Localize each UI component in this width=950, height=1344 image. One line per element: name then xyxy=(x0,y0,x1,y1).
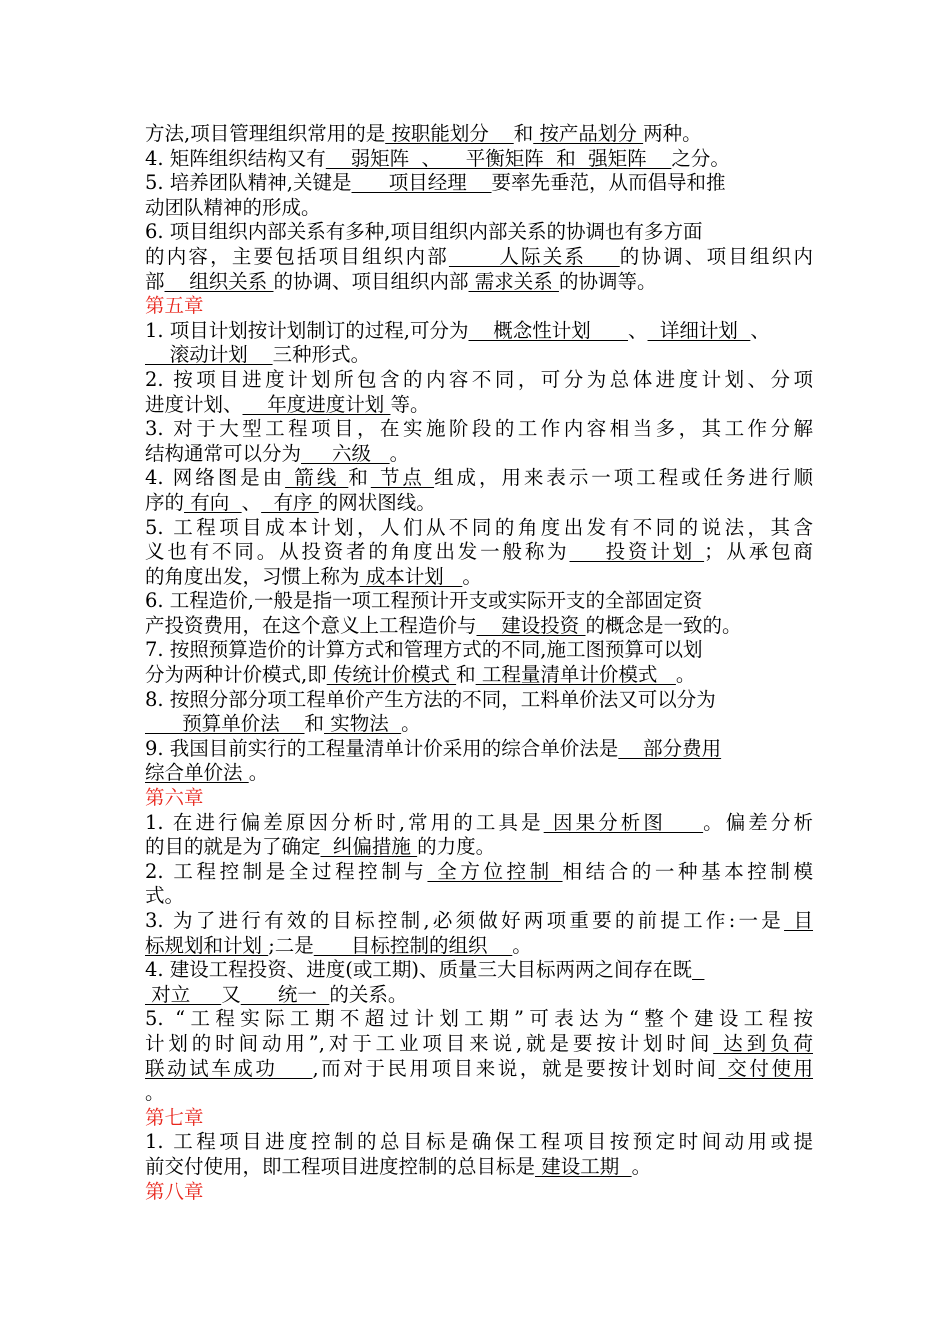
answer-blank: 目 xyxy=(784,909,814,932)
text-segment: 的概念是一致的。 xyxy=(585,613,742,637)
text-segment: 1. 工程项目进度控制的总目标是确保工程项目按预定时间动用或提 xyxy=(145,1130,813,1154)
text-segment: 、 xyxy=(241,490,262,514)
text-segment: 3. 对于大型工程项目，在实施阶段的工作内容相当多，其工作分解 xyxy=(145,417,813,441)
answer-blank: 概念性计划 xyxy=(468,318,629,342)
text-segment: 等。 xyxy=(390,392,430,416)
text-line xyxy=(145,147,813,172)
text-segment: 8. 按照分部分项工程单价产生方法的不同，工料单价法又可以分为 xyxy=(145,687,716,711)
text-segment: 部 xyxy=(145,269,165,293)
text-line xyxy=(145,934,813,959)
text-segment: 序的 xyxy=(145,490,185,514)
text-line xyxy=(145,442,813,467)
text-segment: 7. 按照预算造价的计算方式和管理方式的不同,施工图预算可以划 xyxy=(145,638,703,662)
text-line xyxy=(145,884,813,909)
answer-blank: 目标控制的组织 xyxy=(313,933,513,957)
text-segment: 三种形式。 xyxy=(272,343,371,367)
answer-blank: 工程量清单计价模式 xyxy=(475,663,676,687)
text-segment: 1. 项目计划按计划制订的过程,可分为 xyxy=(145,318,469,342)
text-segment: 相结合的一种基本控制模 xyxy=(562,859,813,883)
text-segment: 之分。 xyxy=(671,146,730,170)
text-segment: 要率先垂范，从而倡导和推 xyxy=(491,171,726,195)
text-segment: 组成，用来表示一项工程或任务进行顺 xyxy=(434,466,813,490)
text-line xyxy=(145,909,813,934)
answer-blank: 交付使用 xyxy=(718,1056,814,1080)
answer-blank: 综合单价法 xyxy=(145,761,249,785)
text-line xyxy=(145,614,813,639)
answer-blank: 弱矩阵 、 平衡矩阵 和 强矩阵 xyxy=(325,146,672,170)
text-line xyxy=(145,220,813,245)
text-segment: 的目的就是为了确定 xyxy=(145,835,321,859)
chapter-title: 第六章 xyxy=(145,786,204,810)
answer-blank: 年度进度计划 xyxy=(242,392,391,416)
answer-blank: 有向 xyxy=(184,490,242,514)
answer-blank: 按职能划分 xyxy=(385,122,514,145)
text-segment: 5. 工程项目成本计划，人们从不同的角度出发有不同的说法，其含 xyxy=(145,515,813,539)
text-segment: 的协调、项目组织内 xyxy=(619,244,813,268)
text-segment: 4. 矩阵组织结构又有 xyxy=(145,146,326,170)
text-segment: 结构通常可以分为 xyxy=(145,441,302,465)
text-segment: 3. 为了进行有效的目标控制,必须做好两项重要的前提工作:一是 xyxy=(145,909,785,932)
text-segment: 。偏差分析 xyxy=(703,810,813,834)
answer-blank: 项目经理 xyxy=(351,171,492,195)
text-segment: 2. 按项目进度计划所包含的内容不同，可分为总体进度计划、分项 xyxy=(145,367,813,391)
text-segment: 。 xyxy=(462,564,482,588)
text-line xyxy=(145,1057,813,1082)
answer-blank: 详细计划 xyxy=(647,318,751,342)
text-segment: 。 xyxy=(631,1154,652,1178)
text-line xyxy=(145,491,813,516)
text-segment: ;二是 xyxy=(268,933,314,957)
text-segment: 动团队精神的形成。 xyxy=(145,195,321,219)
text-segment: 两种。 xyxy=(643,122,702,145)
text-line xyxy=(145,1007,813,1032)
text-line xyxy=(145,663,813,688)
text-segment: 的力度。 xyxy=(417,835,496,859)
answer-blank: 全方位控制 xyxy=(427,859,563,883)
answer-blank: 有序 xyxy=(261,490,319,514)
answer-blank: 需求关系 xyxy=(468,269,559,293)
text-line xyxy=(145,1130,813,1155)
text-line xyxy=(145,565,813,590)
text-line xyxy=(145,1081,813,1106)
text-line xyxy=(145,122,813,147)
text-line xyxy=(145,958,813,983)
text-line xyxy=(145,417,813,442)
text-segment: 、 xyxy=(750,318,770,342)
chapter-heading xyxy=(145,294,813,319)
text-segment: 方法,项目管理组织常用的是 xyxy=(145,122,386,145)
answer-blank: 节点 xyxy=(370,466,435,490)
text-segment: 4. 网络图是由 xyxy=(145,466,286,490)
text-segment: 。 xyxy=(675,663,696,687)
text-line xyxy=(145,589,813,614)
text-segment: 和 xyxy=(456,663,476,687)
answer-blank: 部分费用 xyxy=(618,736,722,760)
text-segment: 。 xyxy=(145,1081,165,1105)
text-line xyxy=(145,196,813,221)
answer-blank: 统一 xyxy=(240,982,330,1006)
chapter-title: 第七章 xyxy=(145,1105,204,1129)
answer-blank: 投资计划 xyxy=(569,540,705,564)
text-line xyxy=(145,1032,813,1057)
text-line xyxy=(145,688,813,713)
text-segment: 的网状图线。 xyxy=(318,490,436,514)
text-segment: 式。 xyxy=(145,884,185,908)
answer-blank: 建设投资 xyxy=(476,613,586,637)
answer-blank: 标规划和计划 xyxy=(145,933,269,957)
answer-blank: 实物法 xyxy=(324,712,402,736)
text-line xyxy=(145,245,813,270)
chapter-title: 第八章 xyxy=(145,1179,204,1203)
answer-blank: 成本计划 xyxy=(359,564,463,588)
text-segment: 9. 我国目前实行的工程量清单计价采用的综合单价法是 xyxy=(145,736,619,760)
chapter-title: 第五章 xyxy=(145,294,204,318)
answer-blank: 传统计价模式 xyxy=(326,663,457,687)
answer-blank: 人际关系 xyxy=(448,244,620,268)
text-segment: 分为两种计价模式,即 xyxy=(145,663,327,687)
text-segment: 的协调、项目组织内部 xyxy=(273,269,469,293)
text-line xyxy=(145,638,813,663)
chapter-heading xyxy=(145,786,813,811)
text-line xyxy=(145,1155,813,1180)
text-line xyxy=(145,319,813,344)
answer-blank: 对立 xyxy=(145,982,222,1006)
text-segment: 4. 建设工程投资、进度(或工期)、质量三大目标两两之间存在既 xyxy=(145,958,693,982)
text-segment: 的关系。 xyxy=(329,982,408,1006)
text-segment: ,而对于民用项目来说，就是要按计划时间 xyxy=(312,1056,719,1080)
answer-blank: 预算单价法 xyxy=(145,712,305,736)
answer-blank: 按产品划分 xyxy=(533,122,644,145)
text-segment: 5. “工程实际工期不超过计划工期”可表达为“整个建设工程按 xyxy=(145,1007,813,1031)
answer-blank: 箭线 xyxy=(285,466,349,490)
text-segment: 产投资费用，在这个意义上工程造价与 xyxy=(145,613,477,637)
answer-blank: 建设工期 xyxy=(535,1154,632,1178)
text-segment: 。 xyxy=(401,712,421,736)
text-segment: 2. 工程控制是全过程控制与 xyxy=(145,859,428,883)
text-segment: 。 xyxy=(248,761,269,785)
text-segment: 6. 工程造价,一般是指一项工程预计开支或实际开支的全部固定资 xyxy=(145,589,703,613)
text-line xyxy=(145,983,813,1008)
text-segment: 和 xyxy=(304,712,325,736)
text-line xyxy=(145,811,813,836)
text-line xyxy=(145,343,813,368)
text-line xyxy=(145,712,813,737)
text-line xyxy=(145,737,813,762)
text-segment: 、 xyxy=(628,318,648,342)
text-line xyxy=(145,835,813,860)
answer-blank: 纠偏措施 xyxy=(320,835,418,859)
text-segment: ；从承包商 xyxy=(704,540,813,564)
answer-blank: 因果分析图 xyxy=(543,810,704,834)
text-segment: 和 xyxy=(348,466,371,490)
text-line xyxy=(145,540,813,565)
answer-blank: 组织关系 xyxy=(164,269,274,293)
chapter-heading xyxy=(145,1180,813,1205)
text-segment: 和 xyxy=(513,122,534,145)
text-segment: 又 xyxy=(221,982,241,1006)
text-segment: 的角度出发，习惯上称为 xyxy=(145,564,360,588)
text-segment: 。 xyxy=(512,933,532,957)
text-segment: 的协调等。 xyxy=(558,269,657,293)
text-segment: 6. 项目组织内部关系有多种,项目组织内部关系的协调也有多方面 xyxy=(145,220,703,244)
text-segment: 进度计划、 xyxy=(145,392,243,416)
text-line xyxy=(145,368,813,393)
text-segment: 前交付使用，即工程项目进度控制的总目标是 xyxy=(145,1154,536,1178)
text-line xyxy=(145,516,813,541)
text-segment: 1. 在进行偏差原因分析时,常用的工具是 xyxy=(145,810,544,834)
text-line xyxy=(145,393,813,418)
document-page xyxy=(145,122,813,1204)
text-segment: 义也有不同。从投资者的角度出发一般称为 xyxy=(145,540,570,564)
text-segment: 的内容，主要包括项目组织内部 xyxy=(145,244,449,268)
text-line xyxy=(145,860,813,885)
answer-blank: 六级 xyxy=(301,441,390,465)
answer-blank xyxy=(692,958,704,981)
text-segment: 。 xyxy=(389,441,410,465)
text-segment: 计划的时间动用”,对于工业项目来说,就是要按计划时间 xyxy=(145,1031,714,1055)
text-line xyxy=(145,761,813,786)
text-line xyxy=(145,270,813,295)
chapter-heading xyxy=(145,1106,813,1131)
text-line xyxy=(145,171,813,196)
text-line xyxy=(145,466,813,491)
answer-blank: 滚动计划 xyxy=(145,343,273,367)
text-segment: 5. 培养团队精神,关键是 xyxy=(145,171,352,195)
answer-blank: 达到负荷 xyxy=(713,1031,813,1055)
answer-blank: 联动试车成功 xyxy=(145,1056,313,1080)
